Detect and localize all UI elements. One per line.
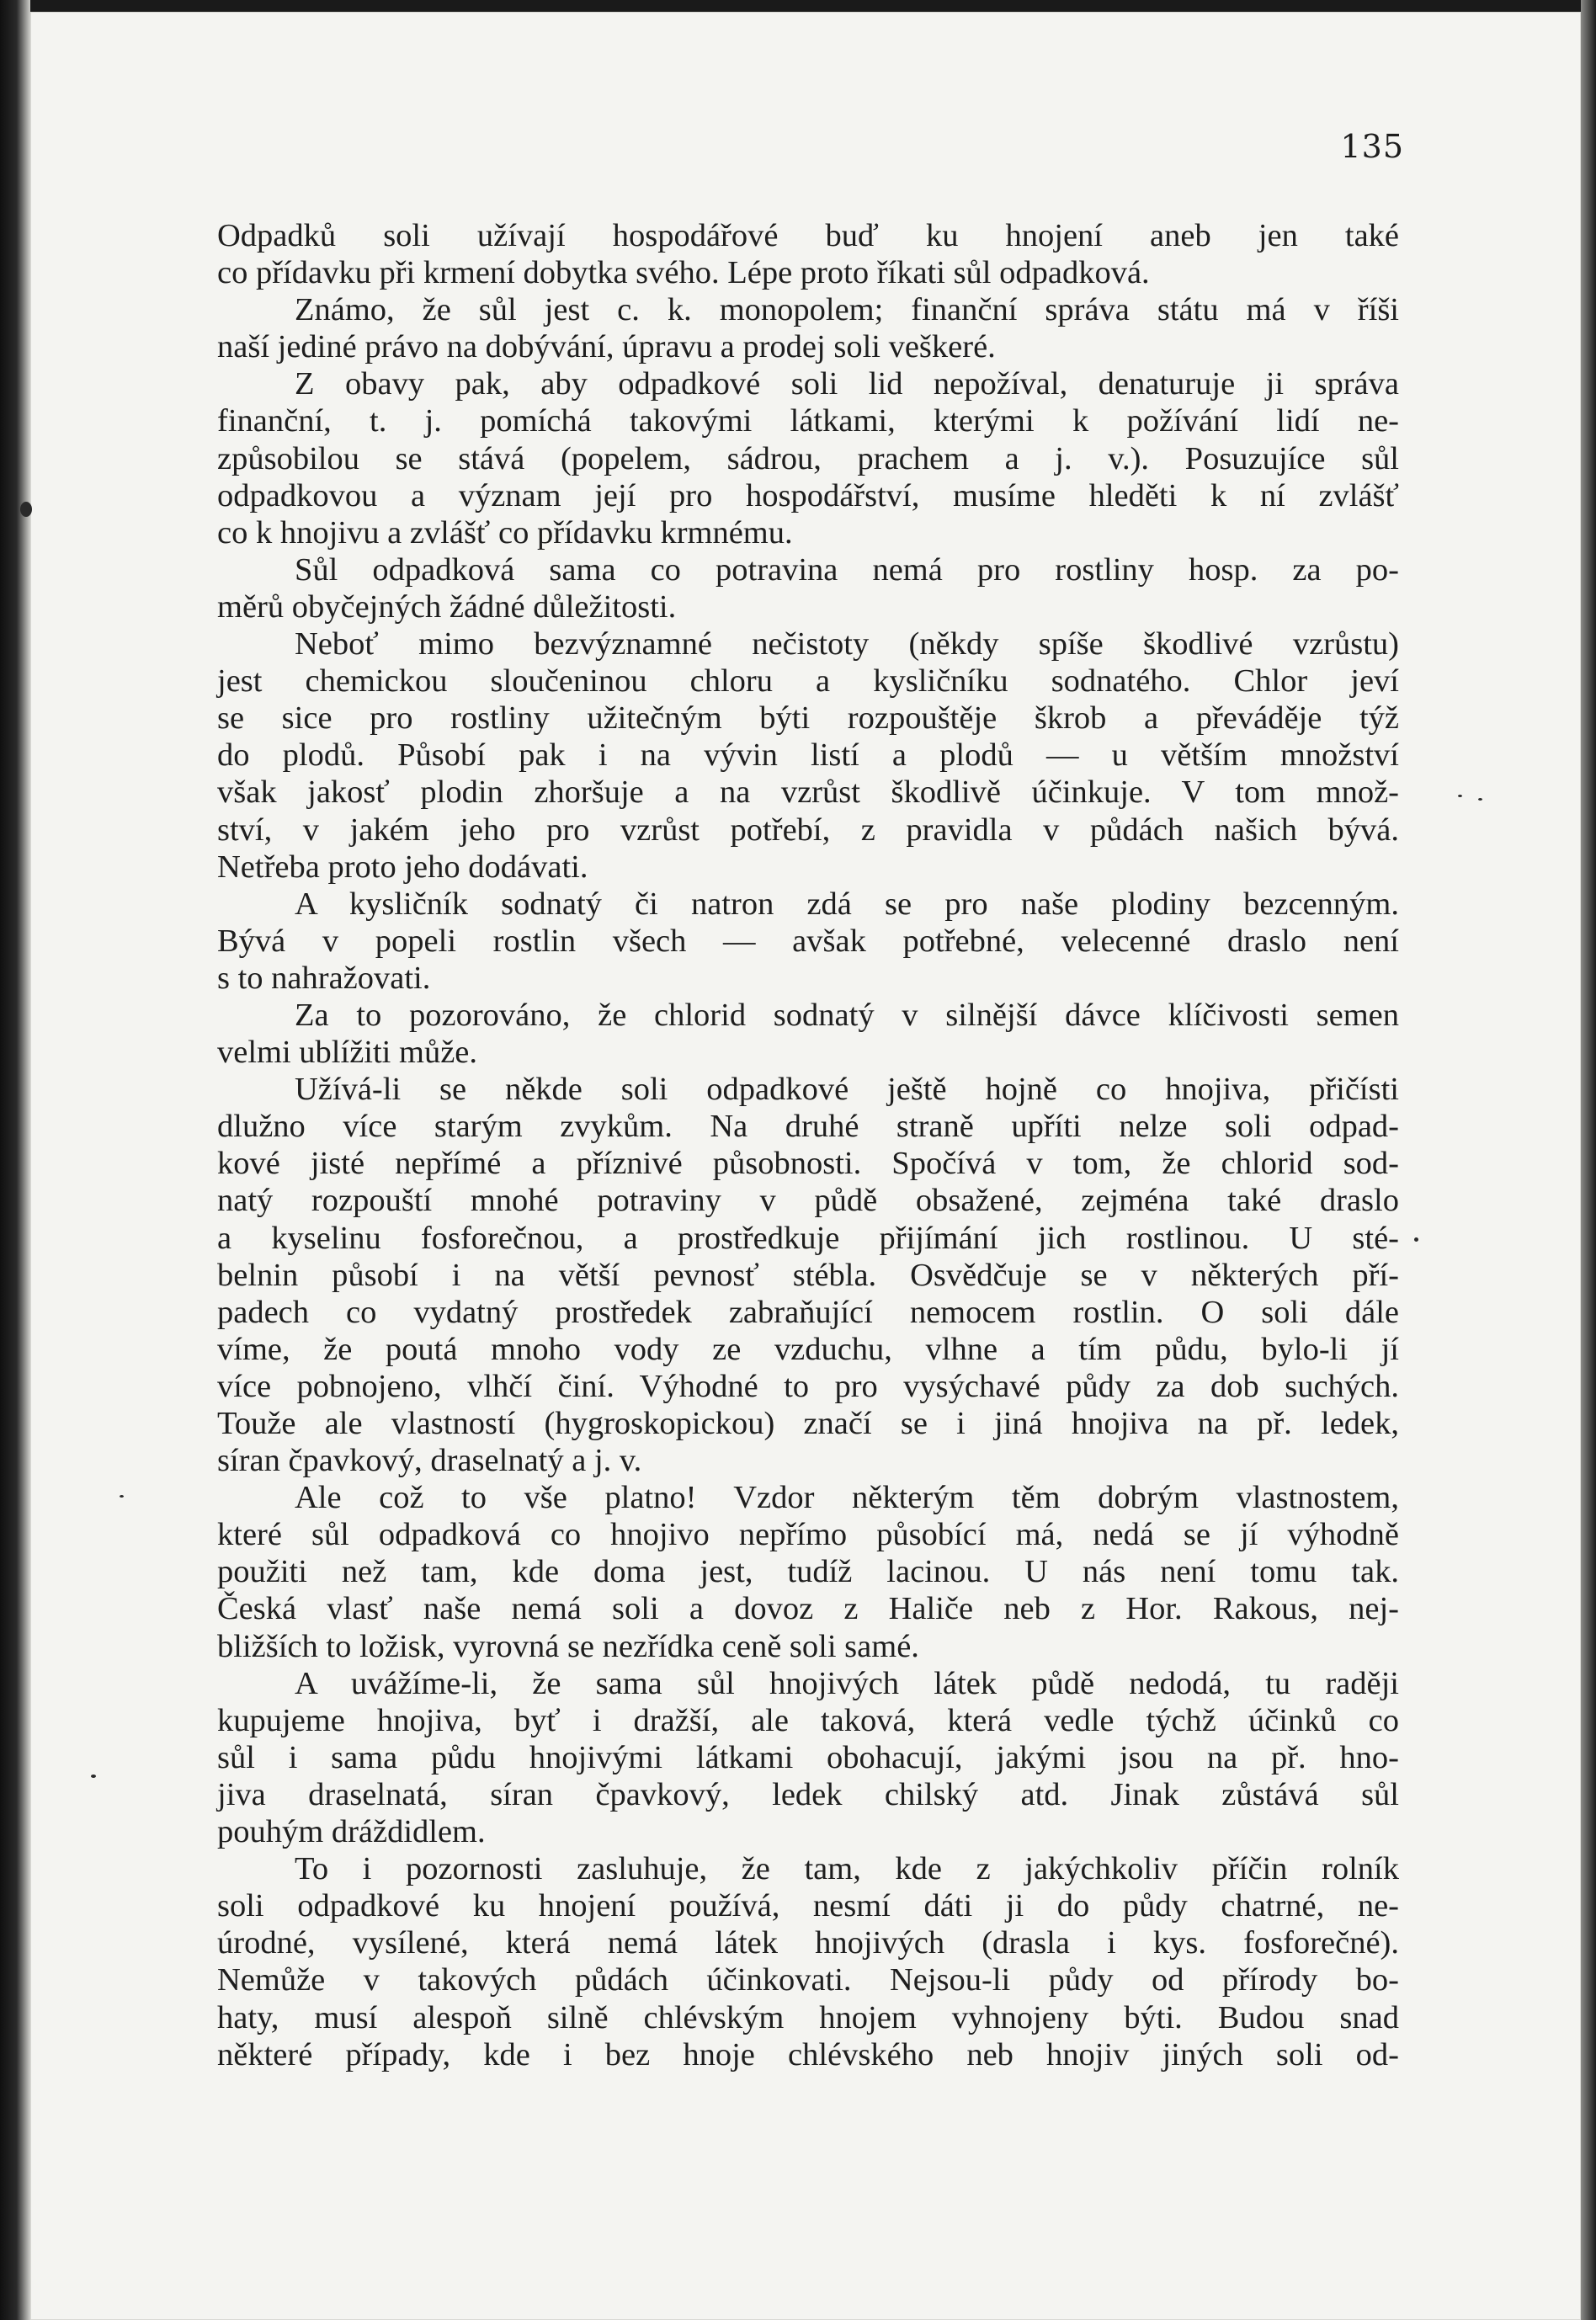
text-line: co přídavku při krmení dobytka svého. Lépe proto říkati sůl odpadková. (217, 255, 1150, 291)
text-line: úrodné, vysílené, která nemá látek hnojivých (drasla i kys. fosforečné). (217, 1925, 1399, 1961)
text-line: pouhým dráždidlem. (217, 1814, 486, 1850)
paragraph (217, 1665, 1399, 1850)
text-line: měrů obyčejných žádné důležitosti. (217, 588, 677, 625)
text-line: finanční, t. j. pomíchá takovými látkami, kterými k požívání lidí ne- (217, 403, 1399, 439)
text-line: však jakosť plodin zhoršuje a na vzrůst škodlivě účinkuje. V tom množ- (217, 774, 1399, 811)
text-line: co k hnojivu a zvlášť co přídavku krmnému. (217, 514, 793, 551)
paragraph (217, 365, 1399, 551)
text-line: které sůl odpadková co hnojivo nepřímo působící má, nedá se jí výhodně (217, 1517, 1399, 1553)
text-line: Česká vlasť naše nemá soli a dovoz z Haliče neb z Hor. Rakous, nej- (217, 1591, 1399, 1627)
text-line: se sice pro rostliny užitečným býti rozpouštěje škrob a převáděje týž (217, 700, 1399, 737)
paragraph (217, 1071, 1399, 1479)
text-line: Touže ale vlastností (hygroskopickou) značí se i jiná hnojiva na př. ledek, (217, 1406, 1399, 1441)
paragraph (217, 217, 1399, 291)
text-line: do plodů. Působí pak i na vývin listí a plodů — u větším množství (217, 737, 1399, 774)
text-line: některé případy, kde i bez hnoje chlévského neb hnojiv jiných soli od- (217, 2036, 1399, 2073)
text-line: Nemůže v takových půdách účinkovati. Nejsou-li půdy od přírody bo- (217, 1962, 1399, 1998)
text-line: způsobilou se stává (popelem, sádrou, prachem a j. v.). Posuzujíce sůl (217, 440, 1399, 476)
paragraph (217, 291, 1399, 365)
text-line: Z obavy pak, aby odpadkové soli lid nepožíval, denaturuje ji správa (295, 366, 1399, 402)
text-line: bližších to ložisk, vyrovná se nezřídka ceně soli samé. (217, 1628, 919, 1664)
scan-speck (20, 502, 32, 517)
text-line: více pobnojeno, vlhčí činí. Výhodné to pro vysýchavé půdy za dob suchých. (217, 1368, 1399, 1404)
text-line: A uvážíme-li, že sama sůl hnojivých látek půdě nedodá, tu raději (295, 1665, 1399, 1701)
scan-speck (120, 1495, 124, 1498)
paragraph (217, 1479, 1399, 1664)
scan-speck (1414, 1237, 1418, 1242)
text-line: Užívá-li se někde soli odpadkové ještě hojně co hnojiva, přičísti (295, 1072, 1399, 1108)
text-line: s to nahražovati. (217, 960, 431, 996)
text-line: jest chemickou sloučeninou chloru a kysličníku sodnatého. Chlor jeví (217, 663, 1399, 700)
text-line: Za to pozorováno, že chlorid sodnatý v silnější dávce klíčivosti semen (295, 997, 1399, 1033)
text-line: belnin působí i na větší pevnosť stébla. Osvědčuje se v některých pří- (217, 1257, 1399, 1293)
paragraph (217, 625, 1399, 886)
text-line: a kyselinu fosforečnou, a prostředkuje přijímání jich rostlinou. U sté- (217, 1220, 1399, 1256)
scan-speck (1478, 798, 1482, 801)
paragraph (217, 551, 1399, 625)
text-line: Neboť mimo bezvýznamné nečistoty (někdy spíše škodlivé vzrůstu) (295, 626, 1399, 662)
text-line: dlužno více starým zvykům. Na druhé straně upříti nelze soli odpad- (217, 1109, 1399, 1145)
text-line: Známo, že sůl jest c. k. monopolem; finanční správa státu má v říši (295, 292, 1399, 328)
paragraph (217, 886, 1399, 997)
text-line: natý rozpouští mnohé potraviny v půdě obsažené, zejména také draslo (217, 1183, 1399, 1219)
text-line: Sůl odpadková sama co potravina nemá pro rostliny hosp. za po- (295, 551, 1399, 588)
text-line: padech co vydatný prostředek zabraňující nemocem rostlin. O soli dále (217, 1294, 1399, 1330)
scan-right-edge (1581, 0, 1596, 2320)
text-line: soli odpadkové ku hnojení používá, nesmí dáti ji do půdy chatrné, ne- (217, 1888, 1399, 1924)
paragraph (217, 1850, 1399, 2073)
scan-speck (91, 1775, 96, 1778)
text-line: odpadkovou a význam její pro hospodářství, musíme hleděti k ní zvlášť (217, 477, 1399, 513)
text-line: Netřeba proto jeho dodávati. (217, 849, 588, 885)
text-line: To i pozornosti zasluhuje, že tam, kde z jakýchkoliv příčin rolník (295, 1851, 1399, 1887)
text-line: kupujeme hnojiva, byť i dražší, ale taková, která vedle týchž účinků co (217, 1702, 1399, 1738)
paragraph (217, 997, 1399, 1071)
text-line: haty, musí alespoň silně chlévským hnojem vyhnojeny býti. Budou snad (217, 1999, 1399, 2035)
text-line: víme, že poutá mnoho vody ze vzduchu, vlhne a tím půdu, bylo-li jí (217, 1331, 1399, 1367)
page-number: 135 (1340, 128, 1404, 165)
text-line: jiva draselnatá, síran čpavkový, ledek chilský atd. Jinak zůstává sůl (217, 1776, 1399, 1812)
text-line: použiti než tam, kde doma jest, tudíž lacinou. U nás není tomu tak. (217, 1554, 1399, 1590)
text-line: Bývá v popeli rostlin všech — avšak potřebné, velecenné draslo není (217, 923, 1399, 959)
text-line: sůl i sama půdu hnojivými látkami obohacují, jakými jsou na př. hno- (217, 1739, 1399, 1775)
scan-speck (1458, 795, 1462, 797)
body-text (217, 217, 1399, 2073)
text-line: ství, v jakém jeho pro vzrůst potřebí, z pravidla v půdách našich bývá. (217, 811, 1399, 848)
text-line: síran čpavkový, draselnatý a j. v. (217, 1443, 642, 1479)
text-line: kové jisté nepřímé a příznivé působnosti. Spočívá v tom, že chlorid sod- (217, 1146, 1399, 1182)
text-line: Odpadků soli užívají hospodářové buď ku hnojení aneb jen také (217, 218, 1399, 253)
text-line: naší jediné právo na dobývání, úpravu a prodej soli veškeré. (217, 329, 996, 365)
text-line: A kysličník sodnatý či natron zdá se pro naše plodiny bezcenným. (295, 886, 1399, 922)
scan-left-edge (0, 0, 30, 2320)
text-line: velmi ublížiti může. (217, 1035, 477, 1071)
text-line: Ale což to vše platno! Vzdor některým těm dobrým vlastnostem, (295, 1480, 1399, 1516)
